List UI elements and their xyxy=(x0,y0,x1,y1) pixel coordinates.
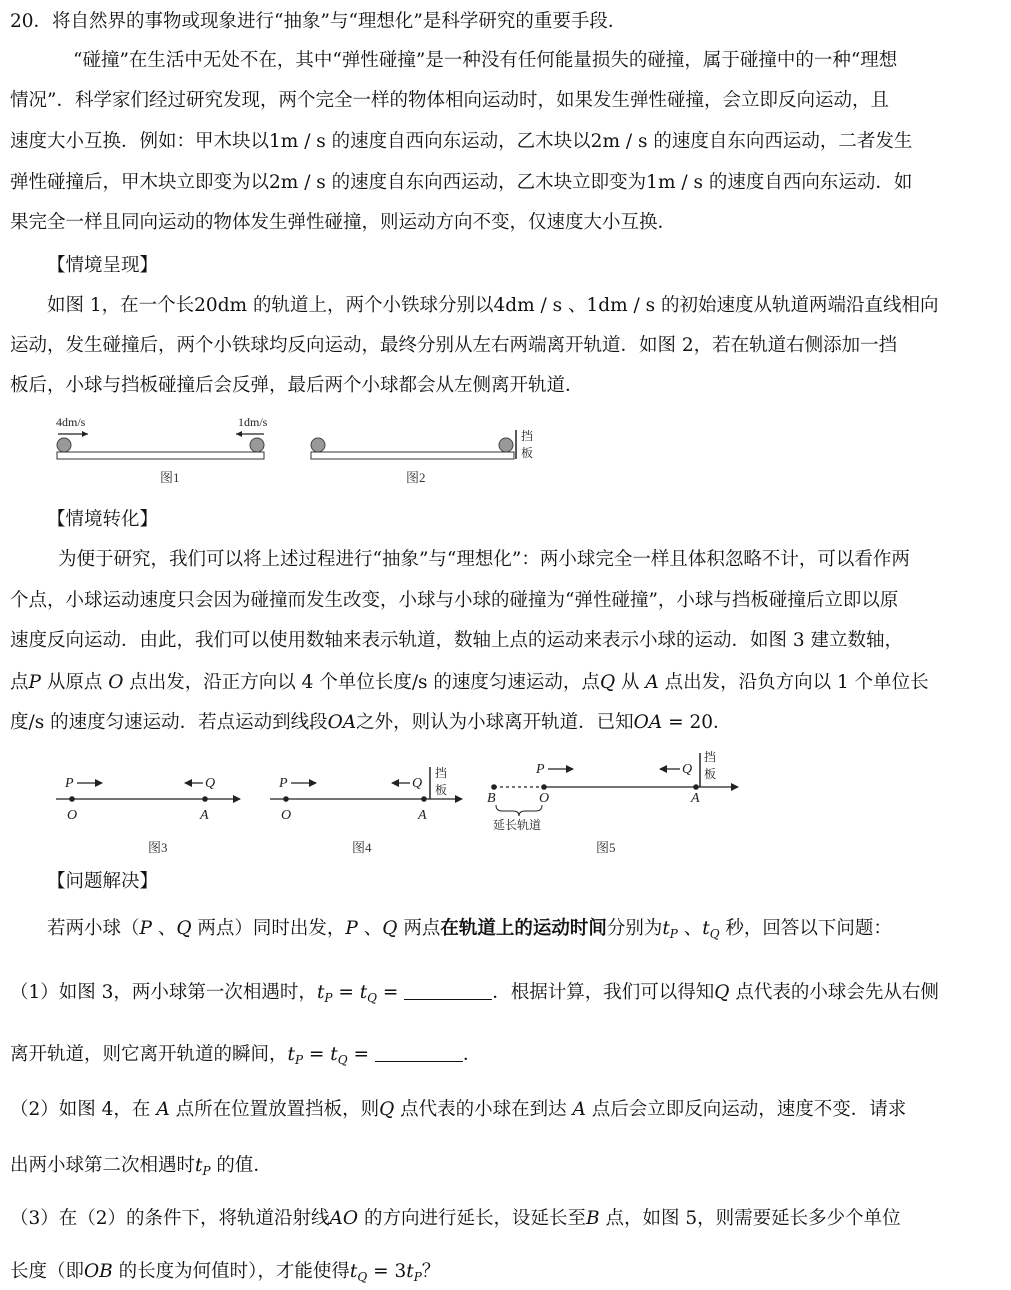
question-2-line-1: （2）如图 4，在 A 点所在位置放置挡板，则Q 点代表的小球在到达 A 点后会立即反向运动，速度不变．请求 xyxy=(10,1099,907,1120)
fig3-point-a xyxy=(202,796,208,802)
fig5-label-o: O xyxy=(539,791,550,806)
fig3-label-o: O xyxy=(67,808,78,823)
question-title: 20．将自然界的事物或现象进行“抽象”与“理想化”是科学研究的重要手段． xyxy=(10,11,627,32)
fig2-right-ball xyxy=(499,438,513,452)
scenario-line-2: 运动，发生碰撞后，两个小铁球均反向运动，最终分别从左右两端离开轨道．如图 2，若在轨道右侧添加一挡 xyxy=(10,335,898,356)
fig2-left-ball xyxy=(311,438,325,452)
answer-blank-2[interactable] xyxy=(375,1043,463,1062)
transform-line-1: 为便于研究，我们可以将上述过程进行“抽象”与“理想化”：两小球完全一样且体积忽略不计，可以看作两 xyxy=(58,549,910,570)
fig1-track xyxy=(57,452,264,459)
fig4-label-q: Q xyxy=(412,776,423,791)
fig5-label-b: B xyxy=(487,791,496,806)
figure-2 xyxy=(311,428,533,485)
fig4-label-p: P xyxy=(279,776,288,791)
fig1-right-speed: 1dm/s xyxy=(238,415,268,429)
scenario-line-1: 如图 1，在一个长20dm 的轨道上，两个小铁球分别以4dm / s 、1dm / s 的初始速度从轨道两端沿直线相向 xyxy=(47,295,939,316)
figure-4 xyxy=(270,765,462,855)
fig2-board-label-1: 挡 xyxy=(521,429,534,443)
fig3-caption: 图3 xyxy=(148,840,168,855)
fig5-label-a: A xyxy=(691,791,700,806)
fig5-caption: 图5 xyxy=(596,840,616,855)
fig5-point-o xyxy=(541,784,547,790)
intro-line-5: 果完全一样且同向运动的物体发生弹性碰撞，则运动方向不变，仅速度大小互换． xyxy=(10,212,677,233)
question-1-line-1: （1）如图 3，两小球第一次相遇时，$t_P = t_Q$ = ．根据计算，我们可以得知Q 点代表的小球会先从右侧 xyxy=(10,982,939,1005)
fig1-right-ball xyxy=(250,438,264,452)
fig5-board-label-2: 板 xyxy=(704,767,717,781)
fig2-caption: 图2 xyxy=(406,470,426,485)
fig5-label-p: P xyxy=(536,762,545,777)
figure-1 xyxy=(56,415,268,485)
fig5-point-a xyxy=(693,784,699,790)
figure-3 xyxy=(56,776,240,855)
fig3-label-q: Q xyxy=(205,776,216,791)
fig3-label-p: P xyxy=(65,776,74,791)
section-title-solve: 【问题解决】 xyxy=(47,871,159,892)
question-2-line-2: 出两小球第二次相遇时$t_P$ 的值． xyxy=(10,1155,272,1178)
fig5-label-q: Q xyxy=(682,762,693,777)
fig2-track xyxy=(311,452,514,459)
question-3-line-1: （3）在（2）的条件下，将轨道沿射线AO 的方向进行延长，设延长至B 点，如图 5，则需要延长多少个单位 xyxy=(10,1208,901,1229)
fig5-brace xyxy=(496,805,542,816)
question-3-line-2: 长度（即OB 的长度为何值时），才能使得$t_Q = 3t_P$？ xyxy=(10,1261,441,1284)
scenario-line-3: 板后，小球与挡板碰撞后会反弹，最后两个小球都会从左侧离开轨道． xyxy=(10,375,584,396)
intro-line-3: 速度大小互换．例如：甲木块以1m / s 的速度自西向东运动，乙木块以2m / s 的速度自东向西运动，二者发生 xyxy=(10,131,913,152)
problem-intro: 若两小球（P 、Q 两点）同时出发，P 、Q 两点在轨道上的运动时间分别为$t_P$ 、$t_Q$ 秒，回答以下问题： xyxy=(47,918,892,941)
fig4-board-label-2: 板 xyxy=(435,783,448,797)
fig5-board-label-1: 挡 xyxy=(704,750,717,764)
transform-line-3: 速度反向运动．由此，我们可以使用数轴来表示轨道，数轴上点的运动来表示小球的运动．如图 3 建立数轴， xyxy=(10,630,904,651)
intro-line-1: “碰撞”在生活中无处不在，其中“弹性碰撞”是一种没有任何能量损失的碰撞，属于碰撞中的一种“理想 xyxy=(73,50,898,71)
fig5-ext-label: 延长轨道 xyxy=(493,818,542,832)
fig4-label-a: A xyxy=(418,808,427,823)
fig3-label-a: A xyxy=(200,808,209,823)
figure-1-2 xyxy=(50,410,550,495)
fig1-left-speed: 4dm/s xyxy=(56,415,86,429)
section-title-transform: 【情境转化】 xyxy=(47,509,159,530)
intro-line-2: 情况”．科学家们经过研究发现，两个完全一样的物体相向运动时，如果发生弹性碰撞，会立即反向运动，且 xyxy=(10,90,889,111)
figure-5 xyxy=(487,749,738,855)
fig5-point-b xyxy=(491,784,497,790)
answer-blank-1[interactable] xyxy=(404,981,492,1000)
fig2-board-label-2: 板 xyxy=(521,446,534,460)
fig4-board-label-1: 挡 xyxy=(435,766,448,780)
transform-line-4: 点P 从原点 O 点出发，沿正方向以 4 个单位长度/s 的速度匀速运动，点Q 从 A 点出发，沿负方向以 1 个单位长 xyxy=(10,672,929,693)
fig4-point-a xyxy=(421,796,427,802)
transform-line-5: 度/s 的速度匀速运动．若点运动到线段OA之外，则认为小球离开轨道．已知OA = 20． xyxy=(10,712,732,733)
fig4-label-o: O xyxy=(281,808,292,823)
figure-3-4-5 xyxy=(50,745,760,860)
fig3-point-o xyxy=(69,796,75,802)
intro-line-4: 弹性碰撞后，甲木块立即变为以2m / s 的速度自东向西运动，乙木块立即变为1m / s 的速度自西向东运动．如 xyxy=(10,172,913,193)
question-1-line-2: 离开轨道，则它离开轨道的瞬间，$t_P = t_Q$ = ． xyxy=(10,1044,482,1067)
section-title-scenario: 【情境呈现】 xyxy=(47,255,159,276)
fig4-point-o xyxy=(283,796,289,802)
fig4-caption: 图4 xyxy=(352,840,372,855)
fig1-caption: 图1 xyxy=(160,470,180,485)
fig1-left-ball xyxy=(57,438,71,452)
transform-line-2: 个点，小球运动速度只会因为碰撞而发生改变，小球与小球的碰撞为“弹性碰撞”，小球与挡板碰撞后立即以原 xyxy=(10,590,899,611)
